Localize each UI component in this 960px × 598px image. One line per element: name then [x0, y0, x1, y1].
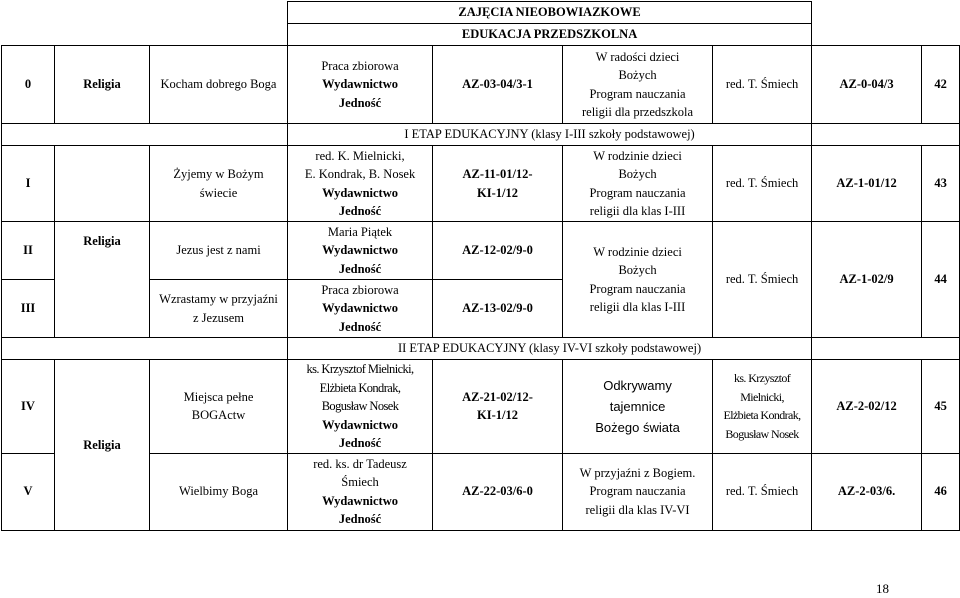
row-number: II [2, 222, 55, 280]
textbook-authors: Praca zbiorowa Wydawnictwo Jedność [288, 46, 433, 124]
textbook-authors: ks. Krzysztof Mielnicki, Elżbieta Kondrak, Bogusław Nosek Wydawnictwo Jedność [288, 360, 433, 454]
program-code: AZ-2-03/6. [812, 453, 922, 530]
position-number: 43 [922, 146, 960, 222]
table-row [2, 146, 960, 222]
stage-row [2, 124, 960, 146]
header-row-2 [2, 24, 960, 46]
approval-number: AZ-13-02/9-0 [433, 280, 563, 338]
program-name: W radości dzieci Bożych Program nauczania religii dla przedszkola [563, 46, 713, 124]
program-authors: red. T. Śmiech [713, 453, 812, 530]
textbook-title: Kocham dobrego Boga [150, 46, 288, 124]
row-number: III [2, 280, 55, 338]
position-number: 44 [922, 222, 960, 338]
header-line1: ZAJĘCIA NIEOBOWIAZKOWE [288, 2, 812, 24]
header-line2: EDUKACJA PRZEDSZKOLNA [288, 24, 812, 46]
position-number: 45 [922, 360, 960, 454]
curriculum-table [1, 1, 960, 531]
approval-number: AZ-22-03/6-0 [433, 453, 563, 530]
subject: Religia [55, 46, 150, 124]
program-code: AZ-1-01/12 [812, 146, 922, 222]
textbook-authors: Praca zbiorowa Wydawnictwo Jedność [288, 280, 433, 338]
approval-number: AZ-12-02/9-0 [433, 222, 563, 280]
program-authors: red. T. Śmiech [713, 222, 812, 338]
position-number: 42 [922, 46, 960, 124]
program-authors: red. T. Śmiech [713, 46, 812, 124]
program-code: AZ-1-02/9 [812, 222, 922, 338]
position-number: 46 [922, 453, 960, 530]
program-code: AZ-0-04/3 [812, 46, 922, 124]
approval-number: AZ-11-01/12- KI-1/12 [433, 146, 563, 222]
textbook-title: Miejsca pełne BOGActw [150, 360, 288, 454]
stage-heading: I ETAP EDUKACYJNY (klasy I-III szkoły podstawowej) [288, 124, 812, 146]
table-row [2, 360, 960, 454]
row-number: I [2, 146, 55, 222]
program-authors: red. T. Śmiech [713, 146, 812, 222]
program-name: W rodzinie dzieci Bożych Program nauczania religii dla klas I-III [563, 222, 713, 338]
table-row [2, 46, 960, 124]
textbook-title: Wzrastamy w przyjaźni z Jezusem [150, 280, 288, 338]
program-name: Odkrywamy tajemnice Bożego świata [563, 360, 713, 454]
header-row [2, 2, 960, 24]
approval-number: AZ-21-02/12- KI-1/12 [433, 360, 563, 454]
textbook-authors: red. ks. dr Tadeusz Śmiech Wydawnictwo Jedność [288, 453, 433, 530]
stage-heading: II ETAP EDUKACYJNY (klasy IV-VI szkoły podstawowej) [288, 338, 812, 360]
textbook-title: Jezus jest z nami [150, 222, 288, 280]
subject: Religia [55, 360, 150, 531]
stage-row [2, 338, 960, 360]
subject: Religia [55, 222, 150, 338]
program-name: W przyjaźni z Bogiem. Program nauczania religii dla klas IV-VI [563, 453, 713, 530]
row-number: 0 [2, 46, 55, 124]
row-number: V [2, 453, 55, 530]
textbook-title: Wielbimy Boga [150, 453, 288, 530]
approval-number: AZ-03-04/3-1 [433, 46, 563, 124]
table-row [2, 222, 960, 280]
row-number: IV [2, 360, 55, 454]
program-authors: ks. Krzysztof Mielnicki, Elżbieta Kondrak, Bogusław Nosek [713, 360, 812, 454]
textbook-title: Żyjemy w Bożym świecie [150, 146, 288, 222]
program-name: W rodzinie dzieci Bożych Program nauczania religii dla klas I-III [563, 146, 713, 222]
textbook-authors: red. K. Mielnicki, E. Kondrak, B. Nosek Wydawnictwo Jedność [288, 146, 433, 222]
page-number: 18 [876, 581, 889, 596]
program-code: AZ-2-02/12 [812, 360, 922, 454]
textbook-authors: Maria Piątek Wydawnictwo Jedność [288, 222, 433, 280]
